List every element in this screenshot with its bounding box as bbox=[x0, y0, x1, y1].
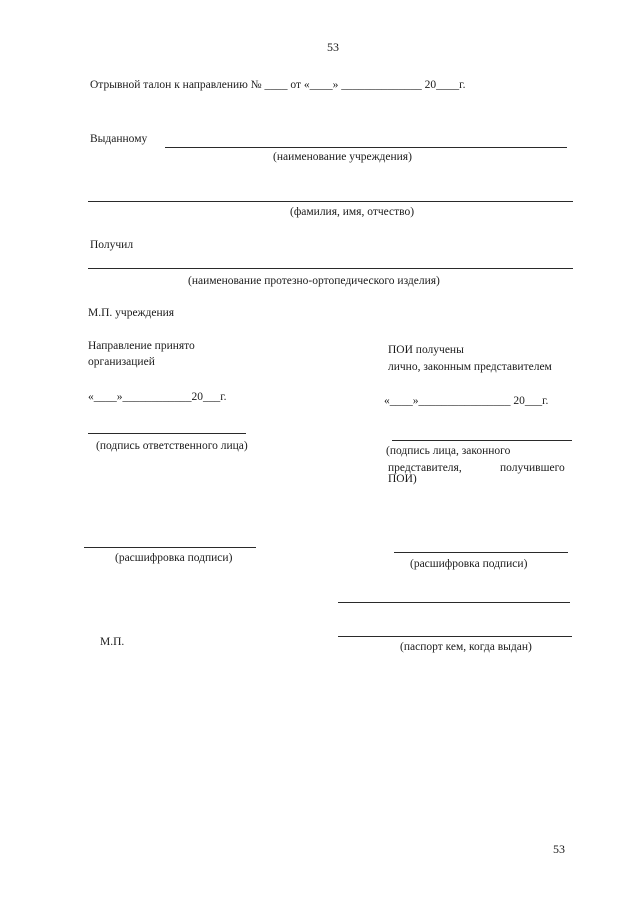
right-sign-caption-line2a: представителя, bbox=[388, 462, 462, 474]
institution-line bbox=[165, 147, 567, 148]
fio-caption: (фамилия, имя, отчество) bbox=[290, 206, 415, 218]
right-sign-caption-line1: (подпись лица, законного bbox=[386, 445, 511, 457]
left-title-line1: Направление принято bbox=[88, 340, 195, 352]
header-line: Отрывной талон к направлению № ____ от «____» ______________ 20____г. bbox=[90, 79, 466, 91]
passport-line-1 bbox=[338, 602, 570, 603]
left-decode-caption: (расшифровка подписи) bbox=[115, 552, 233, 564]
left-sign-line bbox=[88, 433, 246, 434]
left-stamp: М.П. bbox=[100, 636, 125, 648]
passport-caption: (паспорт кем, когда выдан) bbox=[400, 641, 532, 653]
item-caption: (наименование протезно-ортопедического изделия) bbox=[188, 275, 440, 287]
left-date: «____»____________20___г. bbox=[88, 391, 227, 403]
stamp-institution: М.П. учреждения bbox=[88, 307, 175, 319]
right-title-line1: ПОИ получены bbox=[388, 344, 464, 356]
received-label: Получил bbox=[90, 239, 134, 251]
passport-line-2 bbox=[338, 636, 572, 637]
right-decode-caption: (расшифровка подписи) bbox=[410, 558, 528, 570]
page-number-top: 53 bbox=[327, 40, 339, 54]
fio-line bbox=[88, 201, 573, 202]
item-line bbox=[88, 268, 573, 269]
right-sign-line bbox=[392, 440, 572, 441]
institution-caption: (наименование учреждения) bbox=[273, 151, 412, 163]
issued-label: Выданному bbox=[90, 133, 148, 145]
right-decode-line bbox=[394, 552, 568, 553]
left-decode-line bbox=[84, 547, 256, 548]
right-date: «____»________________ 20___г. bbox=[384, 395, 549, 407]
left-title-line2: организацией bbox=[88, 356, 155, 368]
page-number-bottom: 53 bbox=[553, 842, 565, 856]
right-sign-caption-line3: ПОИ) bbox=[388, 473, 417, 485]
right-title-line2: лично, законным представителем bbox=[388, 361, 552, 373]
right-sign-caption-line2b: получившего bbox=[500, 462, 565, 474]
left-sign-caption: (подпись ответственного лица) bbox=[96, 440, 248, 452]
